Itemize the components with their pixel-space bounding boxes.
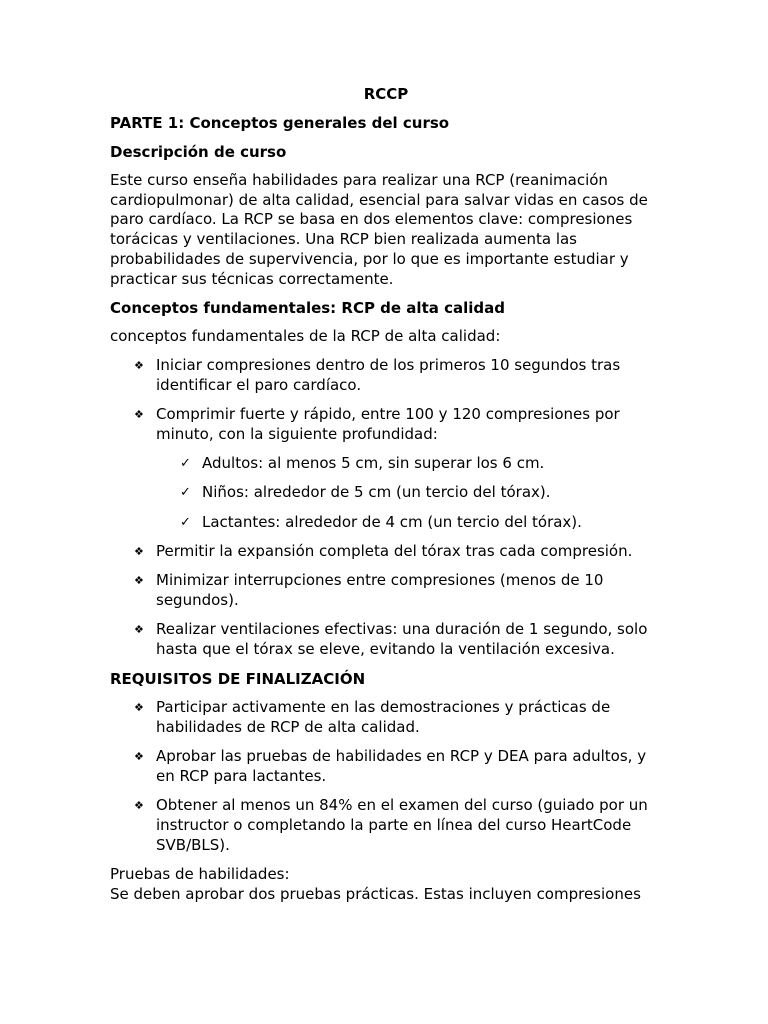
list-item-text: Aprobar las pruebas de habilidades en RCP y DEA para adultos, y en RCP para lactantes. bbox=[156, 747, 647, 785]
list-item bbox=[110, 620, 662, 659]
skills-label: Pruebas de habilidades: bbox=[110, 864, 290, 883]
list-item bbox=[110, 698, 662, 737]
diamond-bullet-icon: ❖ bbox=[134, 623, 144, 637]
checkmark-icon: ✓ bbox=[180, 455, 191, 471]
list-item bbox=[110, 747, 662, 786]
part-heading: PARTE 1: Conceptos generales del curso bbox=[110, 114, 450, 132]
list-item bbox=[110, 405, 662, 532]
requirements-heading: REQUISITOS DE FINALIZACIÓN bbox=[110, 670, 366, 689]
list-item bbox=[156, 513, 662, 533]
list-item bbox=[110, 796, 662, 855]
list-item bbox=[156, 454, 662, 474]
list-item-text: Iniciar compresiones dentro de los primeros 10 segundos tras identificar el paro cardíaco. bbox=[156, 355, 621, 394]
concepts-intro: conceptos fundamentales de la RCP de alta calidad: bbox=[110, 327, 501, 346]
diamond-bullet-icon: ❖ bbox=[134, 544, 144, 558]
document-title: RCCP bbox=[363, 85, 409, 103]
diamond-bullet-icon: ❖ bbox=[134, 799, 144, 813]
list-item-text: Adultos: al menos 5 cm, sin superar los 6 cm. bbox=[202, 453, 545, 472]
requirements-list bbox=[110, 698, 662, 855]
description-heading: Descripción de curso bbox=[110, 143, 287, 161]
checkmark-icon: ✓ bbox=[180, 514, 191, 530]
concepts-list bbox=[110, 356, 662, 660]
list-item-text: Niños: alrededor de 5 cm (un tercio del tórax). bbox=[202, 483, 551, 502]
diamond-bullet-icon: ❖ bbox=[134, 407, 144, 421]
list-item bbox=[110, 571, 662, 610]
list-item bbox=[156, 483, 662, 503]
list-item bbox=[110, 542, 662, 562]
description-paragraph: Este curso enseña habilidades para realizar una RCP (reanimación cardiopulmonar) de alta calidad, esencial para salvar vidas en casos de paro cardíaco. La RCP se basa en dos elementos clave: compresiones torácicas y ventilaciones. Una RCP bien realizada aumenta las probabilidades de supervivencia, por lo que es importante estudiar y practicar sus técnicas correctamente. bbox=[110, 171, 648, 288]
list-item-text: Permitir la expansión completa del tórax tras cada compresión. bbox=[156, 541, 633, 560]
list-item-text: Lactantes: alrededor de 4 cm (un tercio del tórax). bbox=[202, 512, 582, 531]
diamond-bullet-icon: ❖ bbox=[134, 701, 144, 715]
checkmark-icon: ✓ bbox=[180, 485, 191, 501]
depth-list bbox=[156, 454, 662, 532]
diamond-bullet-icon: ❖ bbox=[134, 358, 144, 372]
list-item-text: Obtener al menos un 84% en el examen del curso (guiado por un instructor o completando la parte en línea del curso HeartCode SVB/BLS). bbox=[156, 796, 648, 854]
list-item-text: Realizar ventilaciones efectivas: una duración de 1 segundo, solo hasta que el tórax se eleve, evitando la ventilación excesiva. bbox=[156, 620, 648, 658]
document-page bbox=[110, 84, 662, 904]
concepts-heading: Conceptos fundamentales: RCP de alta calidad bbox=[110, 299, 505, 318]
list-item-text: Comprimir fuerte y rápido, entre 100 y 120 compresiones por minuto, con la siguiente profundidad: bbox=[156, 404, 620, 443]
skills-text: Se deben aprobar dos pruebas prácticas. Estas incluyen compresiones bbox=[110, 884, 641, 903]
diamond-bullet-icon: ❖ bbox=[134, 750, 144, 764]
diamond-bullet-icon: ❖ bbox=[134, 574, 144, 588]
list-item-text: Minimizar interrupciones entre compresiones (menos de 10 segundos). bbox=[156, 571, 604, 609]
list-item bbox=[110, 356, 662, 395]
list-item-text: Participar activamente en las demostraciones y prácticas de habilidades de RCP de alta calidad. bbox=[156, 698, 611, 736]
